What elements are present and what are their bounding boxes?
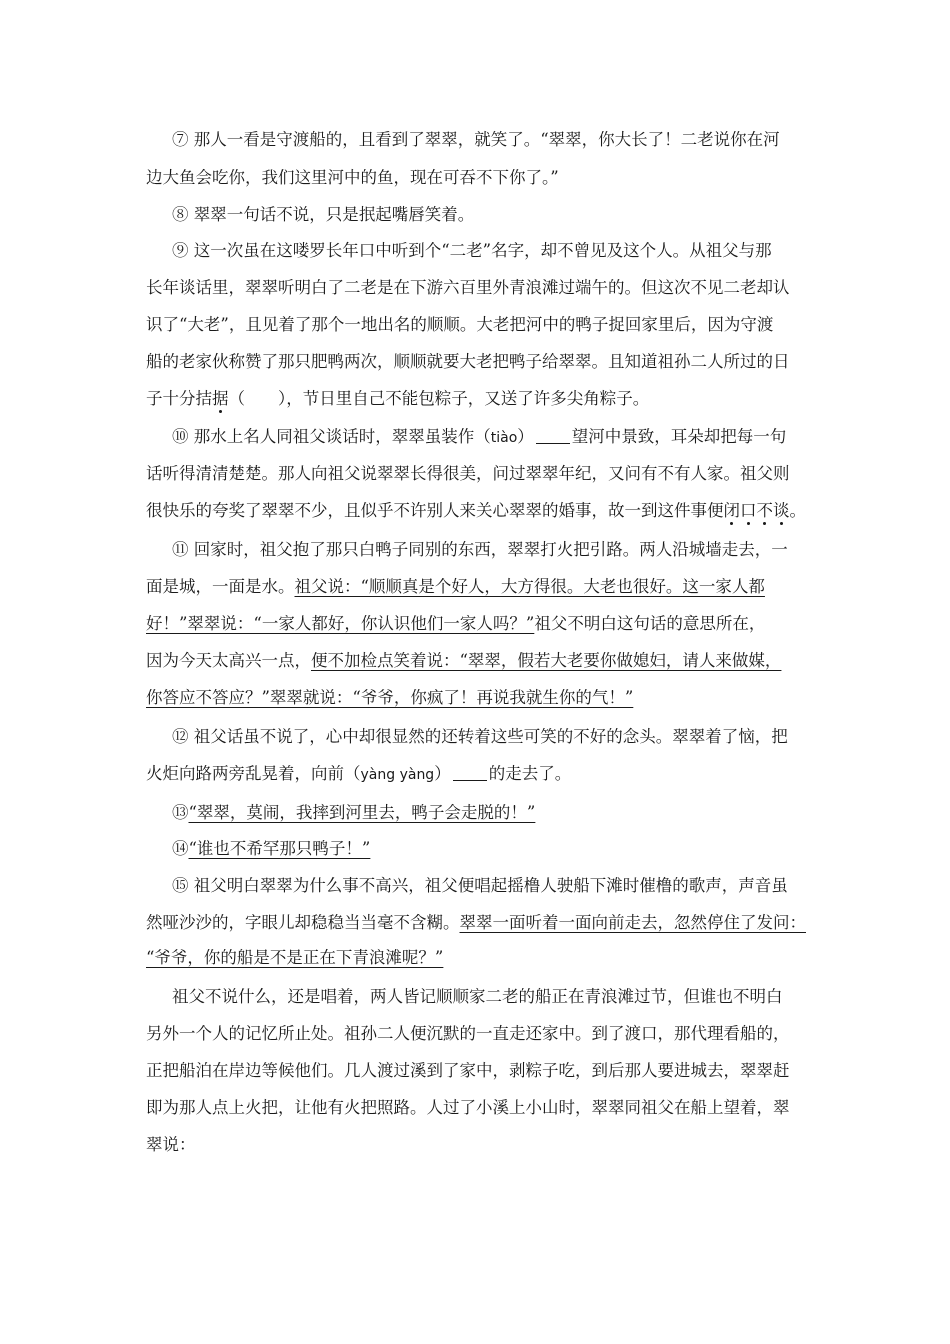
- underlined-sentence: 翠翠一面听着一面向前走去，忽然停住了发问：: [459, 913, 806, 932]
- text-segment: 面是城，一面是水。: [146, 577, 295, 596]
- underlined-sentence: 祖父说：“顺顺真是个好人，大方得很。大老也很好。这一家人都: [294, 577, 765, 596]
- dotted-character: 不: [756, 501, 773, 520]
- paragraph-11-line-1: ⑪ 回家时，祖父抱了那只白鸭子同别的东西，翠翠打火把引路。两人沿城墙走去，一: [172, 540, 788, 559]
- underlined-sentence: “翠翠，莫闹，我摔到河里去，鸭子会走脱的！”: [188, 803, 536, 822]
- text-segment: 子十分拮: [146, 389, 212, 408]
- text-segment: 然哑沙沙的，字眼儿却稳稳当当毫不含糊。: [146, 913, 460, 932]
- text-segment: 望河中景致，耳朵却把每一句: [571, 427, 787, 446]
- dotted-character: 口: [740, 501, 757, 520]
- text-segment: 的走去了。: [488, 764, 572, 783]
- paragraph-number: ⑬: [172, 803, 189, 822]
- text-segment: 祖父不明白这句话的意思所在，: [534, 614, 766, 633]
- paragraph-9-line-4: 船的老家伙称赞了那只肥鸭两次，顺顺就要大老把鸭子给翠翠。且知道祖孙二人所过的日: [146, 352, 790, 371]
- paragraph-16-line-2: 另外一个人的记忆所止处。祖孙二人便沉默的一直走还家中。到了渡口，那代理看船的，: [146, 1024, 790, 1043]
- underlined-sentence: 便不加检点笑着说：“翠翠，假若大老要你做媳妇，请人来做媒，: [311, 651, 782, 670]
- dotted-character: 据: [212, 389, 229, 408]
- paragraph-9-line-5: [146, 387, 649, 411]
- text-segment: 很快乐的夸奖了翠翠不少，且似乎不许别人来关心翠翠的婚事，故一到这件事便: [146, 501, 724, 520]
- paragraph-9-line-1: ⑨ 这一次虽在这喽罗长年口中听到个“二老”名字，却不曾见及这个人。从祖父与那: [172, 241, 772, 260]
- pinyin-hint: yàng yàng: [360, 767, 435, 783]
- text-segment: （ ），节日里自己不能包粽子，又送了许多尖角粽子。: [228, 389, 650, 408]
- underlined-sentence: 好！”翠翠说：“一家人都好，你认识他们一家人吗？”: [146, 614, 535, 633]
- paragraph-11-line-3: [146, 612, 765, 636]
- text-segment: ）: [517, 427, 534, 446]
- text-segment: ）: [434, 764, 451, 783]
- paragraph-16-line-1: 祖父不说什么，还是唱着，两人皆记顺顺家二老的船正在青浪滩过节，但谁也不明白: [172, 987, 783, 1006]
- paragraph-13: [146, 801, 535, 825]
- answer-blank[interactable]: [536, 427, 570, 444]
- paragraph-12-line-2: [146, 762, 571, 786]
- underlined-sentence: “谁也不希罕那只鸭子！”: [188, 839, 371, 858]
- answer-blank[interactable]: [453, 764, 487, 781]
- paragraph-10-line-2: 话听得清清楚楚。那人向祖父说翠翠长得很美，问过翠翠年纪，又问有不有人家。祖父则: [146, 464, 790, 483]
- paragraph-7-line-2: 边大鱼会吃你，我们这里河中的鱼，现在可吞不下你了。”: [146, 168, 559, 187]
- pinyin-hint: tiào: [490, 430, 518, 446]
- dotted-character: 闭: [723, 501, 740, 520]
- paragraph-15-line-3: [146, 946, 443, 970]
- text-segment: 因为今天太高兴一点，: [146, 651, 311, 670]
- paragraph-14: [146, 837, 370, 861]
- paragraph-11-line-5: [146, 686, 633, 710]
- dotted-character: 谈: [773, 501, 790, 520]
- paragraph-15-line-1: ⑮ 祖父明白翠翠为什么事不高兴，祖父便唱起摇橹人驶船下滩时催橹的歌声，声音虽: [172, 876, 788, 895]
- paragraph-9-line-3: 识了“大老”，且见着了那个一地出名的顺顺。大老把河中的鸭子捉回家里后，因为守渡: [146, 315, 774, 334]
- paragraph-8: ⑧ 翠翠一句话不说，只是抿起嘴唇笑着。: [172, 205, 475, 224]
- paragraph-9-line-2: 长年谈话里，翠翠听明白了二老是在下游六百里外青浪滩过端午的。但这次不见二老却认: [146, 278, 790, 297]
- paragraph-15-line-2: [146, 911, 806, 935]
- paragraph-10-line-3: [146, 499, 806, 523]
- paragraph-11-line-2: [146, 575, 765, 599]
- paragraph-12-line-1: ⑫ 祖父话虽不说了，心中却很显然的还转着这些可笑的不好的念头。翠翠着了恼，把: [172, 727, 788, 746]
- text-segment: 火炬向路两旁乱晃着，向前（: [146, 764, 361, 783]
- text-segment: ⑩ 那水上名人同祖父谈话时，翠翠虽装作（: [172, 427, 491, 446]
- paragraph-7-line-1: ⑦ 那人一看是守渡船的，且看到了翠翠，就笑了。“翠翠，你大长了！二老说你在河: [172, 130, 780, 149]
- paragraph-16-line-5: 翠说：: [146, 1135, 196, 1154]
- underlined-sentence: 你答应不答应？”翠翠就说：“爷爷，你疯了！再说我就生你的气！”: [146, 688, 634, 707]
- paragraph-16-line-4: 即为那人点上火把，让他有火把照路。人过了小溪上小山时，翠翠同祖父在船上望着，翠: [146, 1098, 790, 1117]
- paragraph-16-line-3: 正把船泊在岸边等候他们。几人渡过溪到了家中，剥粽子吃，到后那人要进城去，翠翠赶: [146, 1061, 790, 1080]
- paragraph-11-line-4: [146, 649, 781, 673]
- text-segment: 。: [789, 501, 806, 520]
- paragraph-number: ⑭: [172, 839, 189, 858]
- underlined-sentence: “爷爷，你的船是不是正在下青浪滩呢？”: [146, 948, 444, 967]
- paragraph-10-line-1: [146, 425, 786, 449]
